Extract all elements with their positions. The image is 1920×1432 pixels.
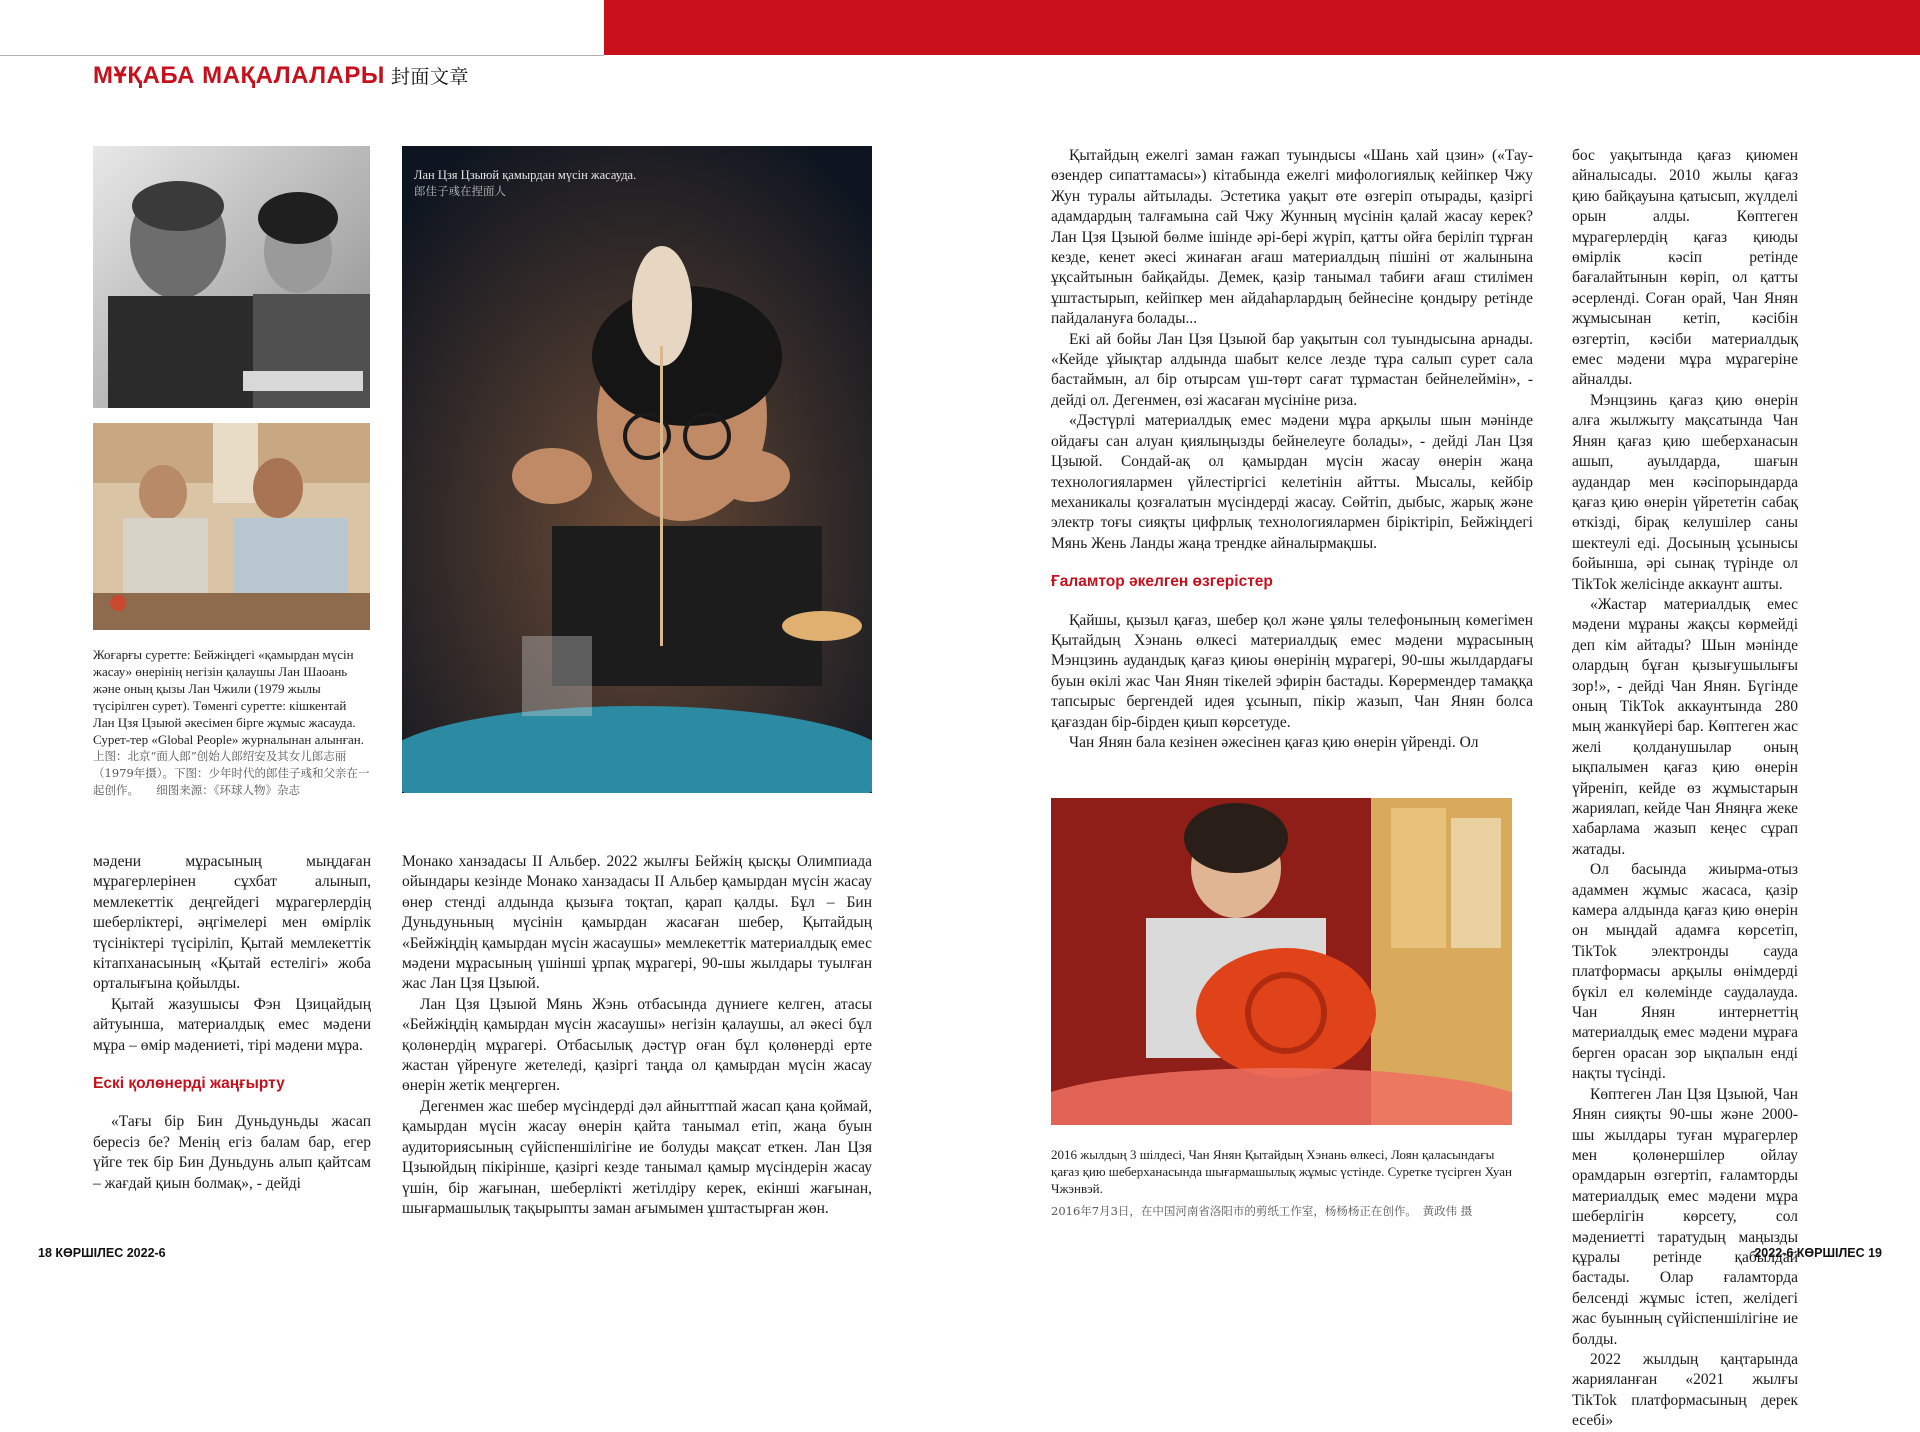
photo-paper-cutting <box>1051 798 1512 1125</box>
left-photo-caption <box>93 646 371 799</box>
col1-heading-renewal: Ескі қолөнерді жаңғырту <box>93 1075 285 1093</box>
footer-page-right: 2022-6 КӨРШІЛЕС 19 <box>1754 1246 1882 1260</box>
top-rule <box>0 0 604 56</box>
photo-artisan-clay <box>402 146 872 793</box>
col4-paragraph-3: «Жастар материалдық емес мәдени мұраны жақсы көрмейді деп кім айтады? Шын мәнінде олардың бұған қызығушылығы зор!», - дейді Чан Янян. Бүгінде оның TikTok аккаунтында 280 мың жанкүйері бар. Көптеген жас желі қолданушылар оның ықпалымен қағаз қию өнерін үйреніп, кейде өз жұмыстарын жариялап, кейде Чан Яняңға жеке хабарлама жазып кеңес сұрап жатады. <box>1572 595 1798 858</box>
photo-portrait-bw <box>93 146 370 408</box>
left-photo-caption-cn: 上图：北京“面人郎”创始人郎绍安及其女儿郎志丽（1979年摄）。下图：少年时代的郎佳子彧和父亲在一起创作。 细图来源：《环球人物》杂志 <box>93 749 370 797</box>
col1-paragraph-1: мәдени мұрасының мыңдаған мұрагерлерінен сұхбат алынып, мемлекеттік деңгейдегі мұрагерлердің шеберліктері, әңгімелері мен өмірлік түсініктері түсіріліп, Қытай мемлекеттік кітапханасының «Қытай естелігі» жоба орталығына қойылды. <box>93 853 371 993</box>
col3-paragraph-4: Қайшы, қызыл қағаз, шебер қол және ұялы телефонының көмегімен Қытайдың Хэнань өлкесі материалдық емес мәдени мұрасының Мэнцзинь аудандық қағаз қиюы өнерінің мұрагері, 90-шы жылдардағы буын өкілі жас Чан Янян тікелей эфирін бастады. Көрермендер тамаққа тапсырыс бергендей идея ұсынып, пікір жазып, Чан Янян болса қағаздан бір-бірден қиып көрсетуде. <box>1051 611 1533 731</box>
col2-paragraph-2: Лан Цзя Цзыюй Мянь Жэнь отбасында дүниеге келген, атасы «Бейжіңдің қамырдан мүсін жасаушы» негізін қалаушы, ал әкесі бұл қолөнердің мұрагері. Отбасылық дәстүр оған бұл қолөнерді ерте жастан үйренуге жетеледі, қазіргі таңда ол қамырдан мүсін жасау өнерін жетік меңгерген. <box>402 995 872 1095</box>
right-photo-caption <box>1051 1146 1512 1220</box>
left-photo-caption-kk: Жоғарғы суретте: Бейжіңдегі «қамырдан мүсін жасау» өнерінің негізін қалаушы Лан Шаоань және оның қызы Лан Чжили (1979 жылы түсірілген сурет). Төменгі суретте: кішкентай Лан Цзя Цзыюй әкесімен бірге жұмыс жасауда. Сурет-тер «Global People» журналынан алынған. <box>93 647 364 747</box>
col2-paragraph-1: Монако ханзадасы II Альбер. 2022 жылғы Бейжің қысқы Олимпиада ойындары кезінде Монако ханзадасы II Альбер қамырдан мүсін жасау өнер стенді алдында қызыға тоқтап, қарап қалды. Бұл – Бин Дуньдуньның мүсінін қамырдан жасаған шебер, Қытайдың «Бейжіңдің қамырдан мүсін жасаушы» мемлекеттік материалдық емес мәдени мұрасының үшінші ұрпақ мұрагері, 90-шы жылдары туылған жас Лан Цзя Цзыюй. <box>402 853 872 993</box>
big-photo-caption <box>414 167 636 201</box>
photo-father-son <box>93 423 370 630</box>
right-photo-caption-kk: 2016 жылдың 3 шілдесі, Чан Янян Қытайдың Хэнань өлкесі, Лоян қаласындағы қағаз қию шеберханасында шығармашылық жұмыс үстінде. Суретке түсірген Хуан Чжэнвэй. <box>1051 1147 1512 1196</box>
section-title <box>93 62 469 90</box>
col3-paragraph-2: Екі ай бойы Лан Цзя Цзыюй бар уақытын сол туындысына арнады. «Кейде ұйықтар алдында шабыт келсе лезде тұра салып сурет сала бастаймын, ал бір отырсам үш-төрт сағат тұрмастан бейнелеймін», - дейді ол. Дегенмен, өзі жасаған мүсініне риза. <box>1051 330 1533 409</box>
footer-page-left: 18 КӨРШІЛЕС 2022-6 <box>38 1246 166 1260</box>
col4-paragraph-2: Мэнцзинь қағаз қию өнерін алға жылжыту мақсатында Чан Янян қағаз қию шеберханасын ашып, ауылдарда, шағын аудандар мен кәсіпорындарда қағаз қию өнерін үйрететін сабақ өткізді, бірақ келушілер саны шектеулі еді. Досының ұсынысы бойынша, әрі сынақ түрінде ол TikTok желісінде аккаунт ашты. <box>1572 391 1798 593</box>
big-photo-caption-cn: 郎佳子彧在捏面人 <box>414 186 506 198</box>
column-3 <box>1051 146 1533 753</box>
col4-paragraph-1: бос уақытында қағаз қиюмен айналысады. 2010 жылы қағаз қию байқауына қатысып, жүлделі орын алды. Көптеген мұрагерлердің қағаз қиюды өмірлік кәсіп ретінде бағалайтынын көріп, ол қатты әсерленді. Соған орай, Чан Янян жұмысынан кетіп, кәсібін өзгертіп, кәсіби материалдық емес мәдени мұра мұрагеріне айналды. <box>1572 147 1798 389</box>
col3-paragraph-1: Қытайдың ежелгі заман ғажап туындысы «Шань хай цзин» («Тау-өзендер сипаттамасы») кітабында ежелгі мифологиялық кейіпкер Чжу Жун туралы айтылады. Эстетика уақыт өте өзгеріп отырады, қазіргі адамдардың талғамына сай Чжу Жунның мүсінін қалай жасау керек? Лан Цзя Цзыюй бөлме ішінде әрі-бері жүріп, қатты ойға беріліп тұрған кезде, кенет әкесі жинаған ағаш материалдың пішіні от жалынына ұқсайтынын байқайды. Демек, қазір танымал табиғи ағаш стилімен ұштастырып, кейіпкер мен айдаһарлардың бейнесіне қондыру ретінде пайдалануға болады... <box>1051 147 1533 328</box>
top-red-band <box>604 0 1920 55</box>
col3-paragraph-5: Чан Янян бала кезінен әжесінен қағаз қию өнерін үйренді. Ол <box>1069 733 1479 751</box>
section-title-kk: МҰҚАБА МАҚАЛАЛАРЫ <box>93 62 385 89</box>
col4-paragraph-5: Көптеген Лан Цзя Цзыюй, Чан Янян сияқты 90-шы және 2000-шы жылдары туған мұрагерлер мен қолөнершілер ойлау орамдарын өзгертіп, ғаламторды материалдық емес мәдени мұра шеберлігін көрсету, сол мәдениетті таратудың маңызды құралы ретінде қабылдай бастады. Олар ғаламторда белсенді жұмыс істеп, желідегі жас буынның сүйіспеншілігіне ие болды. <box>1572 1085 1798 1348</box>
column-2 <box>402 852 872 1219</box>
col4-paragraph-6: 2022 жылдың қаңтарында жарияланған «2021 жылғы TikTok платформасының дерек есебі» <box>1572 1350 1798 1430</box>
col2-paragraph-3: Дегенмен жас шебер мүсіндерді дәл айныттпай жасап қана қоймай, қамырдан мүсін жасау өнерін қайта танымал етіп, жаңа буын аудиториясының сүйіспеншілігіне ие болуды мақсат еткен. Лан Цзя Цзыюйдың пікірінше, қазіргі кезде танымал қамыр мүсіндерін жасау үшін, бір жағынан, шеберлікті жетілдіру керек, екінші жағынан, шығармашылық тақырыпты заман ағымымен ұштастырған жөн. <box>402 1097 872 1217</box>
right-photo-caption-cn: 2016年7月3日，在中国河南省洛阳市的剪纸工作室，杨杨杨正在创作。 黄政伟 摄 <box>1051 1204 1473 1218</box>
col3-paragraph-3: «Дәстүрлі материалдық емес мәдени мұра арқылы шын мәнінде ойдағы сан алуан қиялыңызды бейнелеуге болады», - дейді Лан Цзя Цзыюй. Сондай-ақ ол қамырдан мүсін жасау өнерін жаңа технологиялармен үйлестіргісі келетінін айтты. Мысалы, кейбір механикалы қозғалатын мүсіндерді жасау. Сөйтіп, дыбыс, жарық және электр тоғы сияқты цифрлық технологиялармен біріктіріп, Бейжіңдегі Мянь Жень Ланды жаңа трендке айналырмақшы. <box>1051 412 1533 552</box>
col1-paragraph-3: «Тағы бір Бин Дуньдуньды жасап бересіз бе? Менің егіз балам бар, егер үйге тек бір Бин Дуньдунь алып қайтсам – жағдай қиын болмақ», - дейді <box>93 1113 371 1192</box>
col1-paragraph-2: Қытай жазушысы Фэн Цзицайдың айтуынша, материалдық емес мәдени мұра – өмір мәдениеті, тірі мәдени мұра. <box>93 995 371 1054</box>
big-photo-caption-kk: Лан Цзя Цзыюй қамырдан мүсін жасауда. <box>414 168 637 182</box>
column-4 <box>1572 146 1798 1432</box>
col3-heading-internet: Ғаламтор әкелген өзгерістер <box>1051 573 1273 591</box>
col4-paragraph-4: Ол басында жиырма-отыз адаммен жұмыс жасаса, қазір камера алдында қағаз қию өнерін он мыңдай адамға көрсетіп, TikTok электронды сауда платформасы арқылы өнімдерді бүкіл ел көлемінде саудалауда. Чан Янян интернеттің материалдық емес мәдени мұраға берген орасан зор ықпалын енді нақты түсінді. <box>1572 861 1798 1083</box>
column-1 <box>93 852 371 1194</box>
section-title-cn: 封面文章 <box>390 67 469 88</box>
